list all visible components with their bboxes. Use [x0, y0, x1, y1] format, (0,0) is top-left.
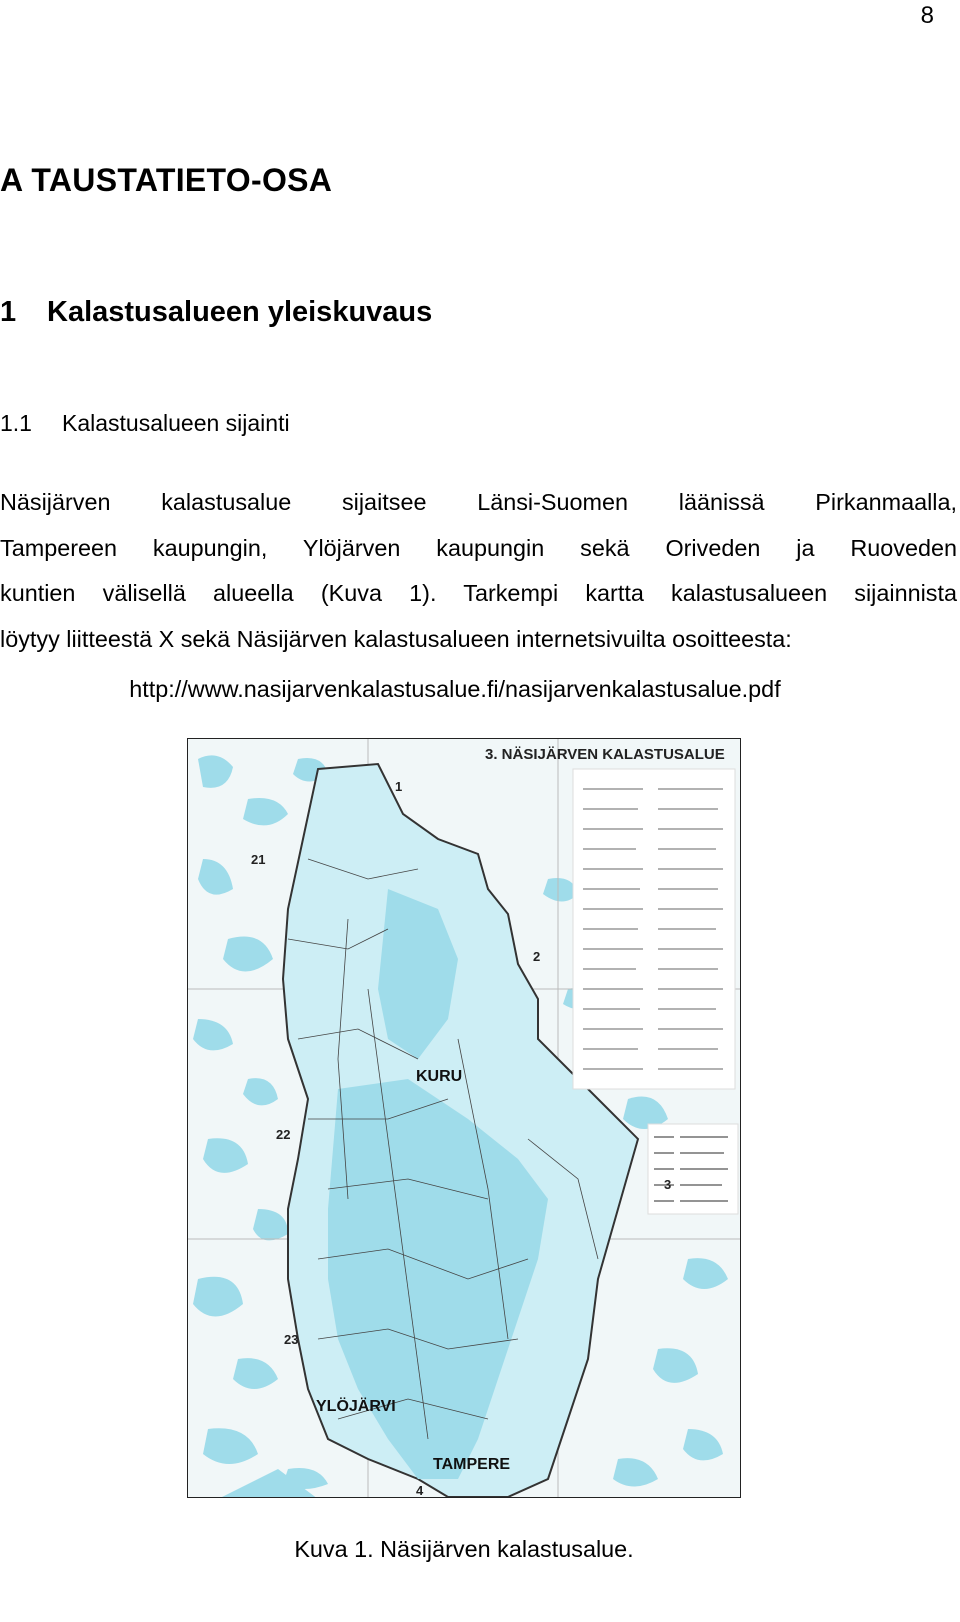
map-title: 3. NÄSIJÄRVEN KALASTUSALUE [485, 746, 725, 763]
subsection-number: 1.1 [0, 410, 32, 436]
figure-caption: Kuva 1. Näsijärven kalastusalue. [294, 1536, 634, 1562]
part-title: A TAUSTATIETO-OSA [0, 162, 333, 198]
section-heading [0, 296, 432, 329]
subsection-title: Kalastusalueen sijainti [62, 410, 290, 436]
map-label-ylojarvi: YLÖJÄRVI [316, 1398, 396, 1415]
map-label-tampere: TAMPERE [433, 1456, 511, 1473]
paragraph-line: Tampereen kaupungin, Ylöjärven kaupungin sekä Oriveden ja Ruoveden [0, 534, 957, 561]
section-title: Kalastusalueen yleiskuvaus [47, 296, 433, 328]
subsection-heading [0, 410, 290, 437]
section-number: 1 [0, 296, 17, 328]
map-grid-number: 4 [416, 1483, 424, 1497]
body-paragraph [0, 480, 957, 662]
paragraph-line: löytyy liitteestä X sekä Näsijärven kalastusalueen internetsivuilta osoitteesta: [0, 625, 792, 652]
map-grid-number: 22 [276, 1127, 291, 1142]
map-label-kuru: KURU [416, 1068, 463, 1085]
map-image [188, 739, 740, 1497]
map-grid-number: 3 [664, 1177, 672, 1192]
paragraph-line: Näsijärven kalastusalue sijaitsee Länsi-Suomen läänissä Pirkanmaalla, [0, 489, 957, 515]
map-grid-number: 23 [284, 1332, 299, 1347]
map-grid-number: 21 [251, 852, 266, 867]
page-number: 8 [920, 2, 934, 29]
map-url-link[interactable]: http://www.nasijarvenkalastusalue.fi/nasijarvenkalastusalue.pdf [129, 676, 781, 702]
paragraph-line: kuntien välisellä alueella (Kuva 1). Tarkempi kartta kalastusalueen sijainnista [0, 580, 957, 606]
map-grid-number: 1 [395, 779, 403, 794]
map-figure [187, 738, 741, 1498]
map-grid-number: 2 [533, 949, 541, 964]
